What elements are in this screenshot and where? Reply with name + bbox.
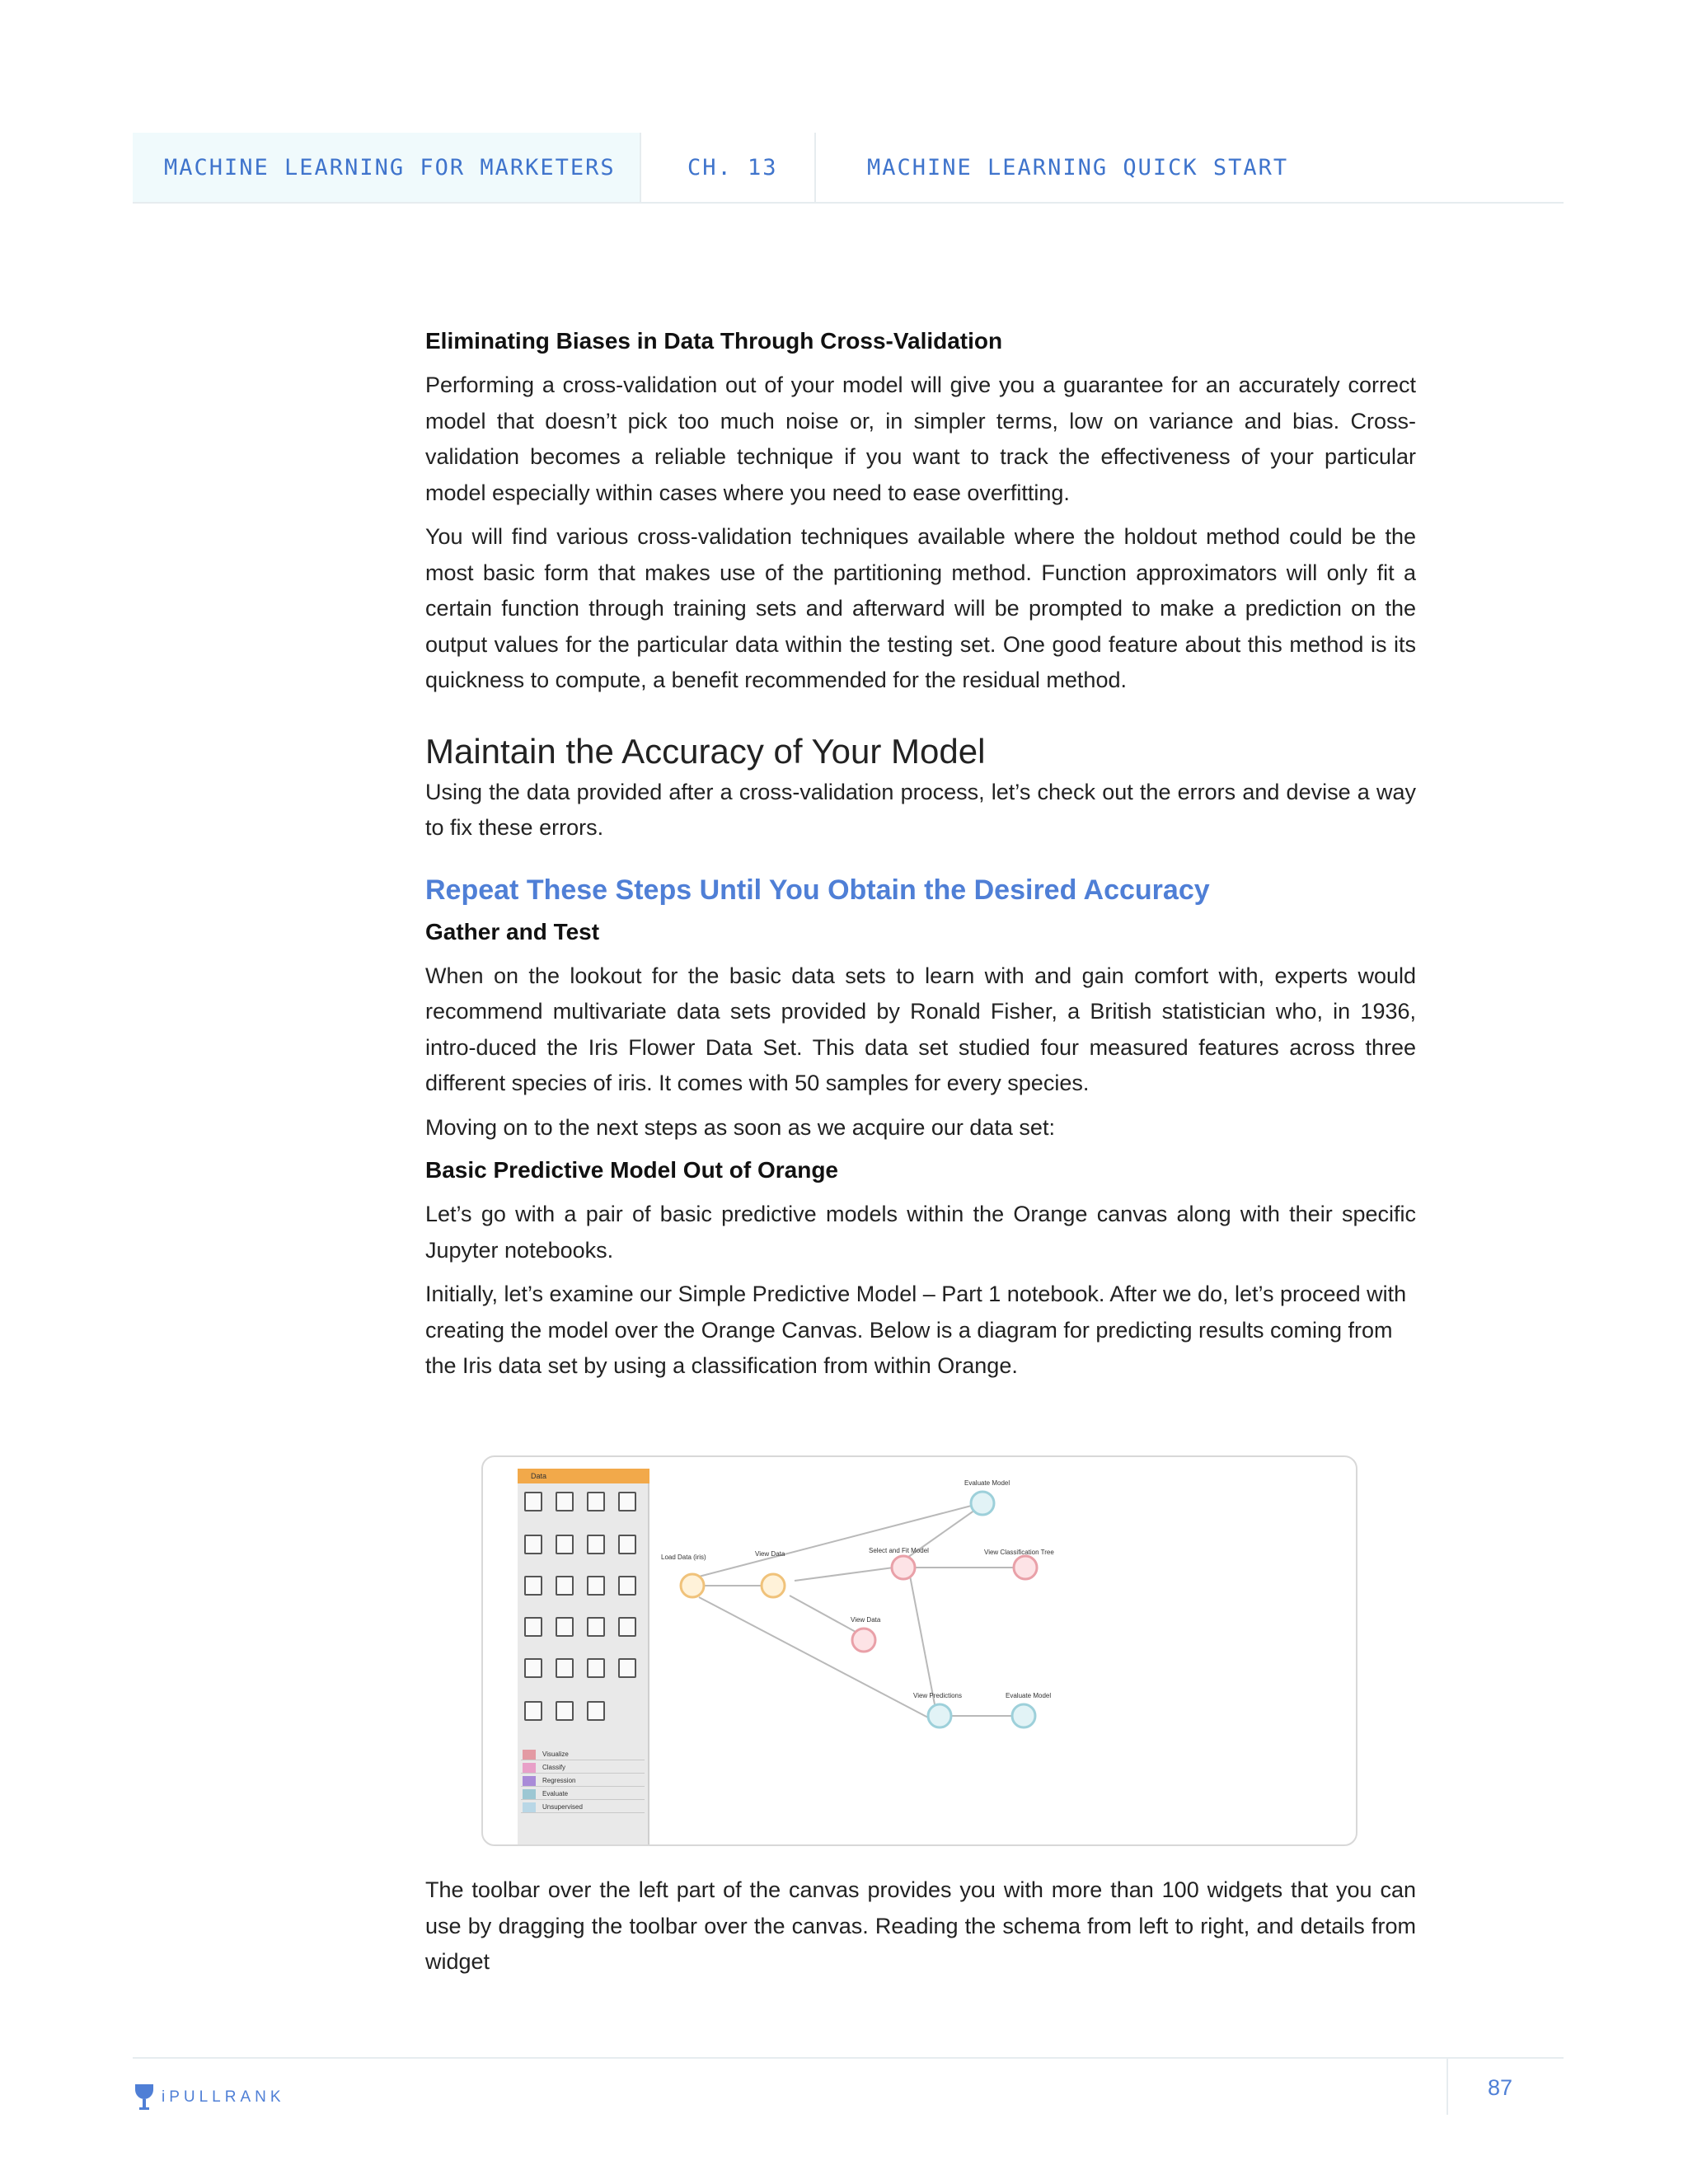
paragraph-toolbar: The toolbar over the left part of the canvas provides you with more than 100 widgets that you can use by dragging the toolbar over the canvas. Reading the schema from left to right, and details from widget: [425, 1877, 1416, 1974]
impute-widget-icon: [524, 1617, 542, 1637]
python-script-widget-icon: [618, 1617, 636, 1637]
data-sampler-widget-icon: [618, 1535, 636, 1554]
view-tree-label: View Classification Tree: [984, 1549, 1054, 1556]
save-data-widget-icon: [587, 1701, 605, 1721]
page-number: 87: [1488, 2075, 1513, 2100]
preprocess-widget-icon: [618, 1576, 636, 1596]
link-fit-predictions: [910, 1576, 935, 1704]
category-classify: Classify: [521, 1762, 645, 1774]
heading-maintain-accuracy: Maintain the Accuracy of Your Model: [425, 731, 986, 771]
orange-canvas-figure: [481, 1455, 1357, 1846]
data-table-widget-icon: [524, 1535, 542, 1554]
load-data-label: Load Data (iris): [661, 1554, 706, 1561]
link-load-predictions: [699, 1597, 928, 1718]
widget-toolbox: [518, 1469, 649, 1846]
trophy-icon: [132, 2081, 157, 2114]
select-fit-label: Select and Fit Model: [869, 1547, 929, 1554]
view-tree-node-icon: [1014, 1556, 1037, 1579]
heading-gather-test: Gather and Test: [425, 918, 600, 944]
view-data2-node-icon: [852, 1629, 875, 1652]
link-viewdata-fit: [795, 1568, 893, 1581]
category-unsupervised: Unsupervised: [521, 1802, 645, 1813]
evaluate-bottom-label: Evaluate Model: [1006, 1692, 1052, 1699]
evaluate-top-label: Evaluate Model: [964, 1479, 1010, 1487]
header-chapter: CH. 13: [641, 133, 816, 202]
logo-wordmark: iPULLRANK: [162, 2088, 285, 2106]
header-section-title: MACHINE LEARNING QUICK START: [867, 154, 1289, 180]
category-regression: Regression: [521, 1775, 645, 1787]
paragraph-orange-canvas: Let’s go with a pair of basic predictive models within the Orange canvas along with their specific Jupyter notebooks.: [425, 1202, 1416, 1263]
paragraph-next-steps: Moving on to the next steps as soon as we acquire our data set:: [425, 1114, 1055, 1140]
ipullrank-logo: [132, 2081, 285, 2114]
unsupervised-icon: [523, 1802, 536, 1812]
image-viewer-widget-icon: [524, 1658, 542, 1678]
view-predictions-label: View Predictions: [913, 1692, 962, 1699]
edit-domain-widget-icon: [587, 1617, 605, 1637]
regression-icon: [523, 1776, 536, 1786]
view-data2-label: View Data: [851, 1616, 881, 1624]
link-viewdata-viewdata2: [790, 1596, 856, 1632]
category-visualize: Visualize: [521, 1749, 645, 1760]
rank-widget-icon: [524, 1576, 542, 1596]
discretize-widget-icon: [618, 1658, 636, 1678]
toolbox-header: [518, 1469, 649, 1483]
heading-eliminating-biases: Eliminating Biases in Data Through Cross-Validation: [425, 328, 1003, 354]
footer-vertical-divider: [1447, 2059, 1448, 2115]
header-book-title: MACHINE LEARNING FOR MARKETERS: [133, 133, 641, 202]
view-data-node-icon: [762, 1574, 785, 1597]
concatenate-widget-icon: [587, 1576, 605, 1596]
heading-repeat-steps: Repeat These Steps Until You Obtain the Desired Accuracy: [425, 874, 1210, 906]
toolbox-title: Data: [531, 1472, 547, 1480]
link-load-evaluate: [696, 1503, 981, 1577]
view-data-label: View Data: [755, 1550, 785, 1558]
evaluate-bottom-node-icon: [1012, 1704, 1035, 1727]
feature-constructor-widget-icon: [524, 1701, 542, 1721]
select-fit-node-icon: [892, 1556, 915, 1579]
sql-table-widget-icon: [587, 1492, 605, 1511]
paragraph-holdout-method: You will find various cross-validation techniques available where the holdout method could be the most basic form that makes use of the partitioning method. Function approximators will only fit a certain function through training sets and afterward will be prompted to make a prediction on the output values for the particular data within the testing set. One good feature about this method is its quickness to compute, a benefit recommended for the residual method.: [425, 524, 1416, 692]
paragraph-simple-predictive-model: Initially, let’s examine our Simple Predictive Model – Part 1 notebook. After we do, let’s proceed with creating the model over the Orange Canvas. Below is a diagram for predicting results coming from the Iris data set by using a classification from within Orange.: [425, 1282, 1407, 1378]
merge-data-widget-icon: [556, 1576, 574, 1596]
running-header: [133, 133, 1564, 204]
color-widget-icon: [556, 1658, 574, 1678]
paragraph-cross-validation: Performing a cross-validation out of your model will give you a guarantee for an accurately correct model that doesn’t pick too much noise or, in simpler terms, low on variance and bias. Cross-validation becomes a reliable technique if you want to track the effectiveness of your particular model especially within cases where you need to ease overfitting.: [425, 373, 1416, 505]
paragraph-iris-dataset: When on the lookout for the basic data sets to learn with and gain comfort with, experts would recommend multivariate data sets provided by Ronald Fisher, a British statistician who, in 1936, intro-duced the Iris Flower Data Set. This data set studied four measured features across three different species of iris. It comes with 50 samples for every species.: [425, 963, 1416, 1095]
data-info-widget-icon: [618, 1492, 636, 1511]
continuize-widget-icon: [587, 1658, 605, 1678]
footer-divider: [133, 2057, 1564, 2059]
category-evaluate: Evaluate: [521, 1788, 645, 1800]
page-body: [425, 323, 1416, 1385]
load-data-node-icon: [681, 1574, 704, 1597]
select-rows-widget-icon: [587, 1535, 605, 1554]
select-columns-widget-icon: [556, 1535, 574, 1554]
evaluate-top-node-icon: [971, 1492, 994, 1515]
heading-basic-predictive-model: Basic Predictive Model Out of Orange: [425, 1157, 839, 1183]
paragraph-errors: Using the data provided after a cross-validation process, let’s check out the errors and devise a way to fix these errors.: [425, 779, 1416, 840]
outliers-widget-icon: [556, 1617, 574, 1637]
purge-domain-widget-icon: [556, 1701, 574, 1721]
evaluate-icon: [523, 1789, 536, 1799]
visualize-icon: [523, 1750, 536, 1760]
classify-icon: [523, 1763, 536, 1773]
datasets-widget-icon: [556, 1492, 574, 1511]
link-fit-evaluate: [905, 1508, 978, 1559]
view-predictions-node-icon: [928, 1704, 951, 1727]
file-widget-icon: [524, 1492, 542, 1511]
